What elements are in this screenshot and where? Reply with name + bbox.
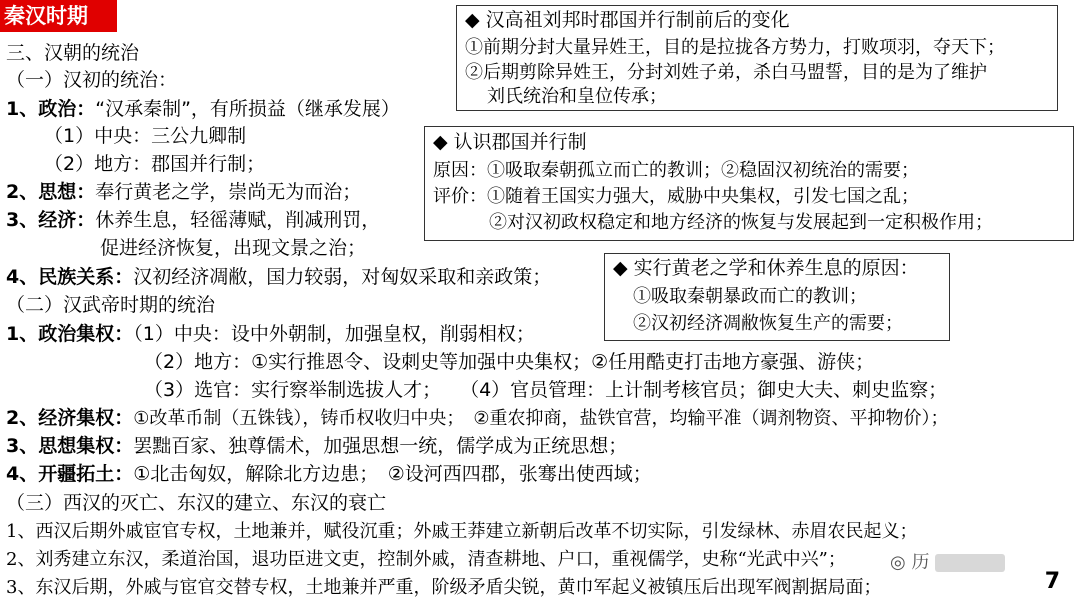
ethnic-relations-item [6,265,551,289]
territory-expansion-item [6,462,652,486]
item-text: ①改革币制（五铢钱），铸币权收归中央； ②重农抑商，盐铁官营，均输平准（调剂物资、平抑物价）； [133,408,949,429]
item-text: 休养生息，轻徭薄赋，削减刑罚， [95,209,381,231]
eastern-han-founding-item: 2、刘秀建立东汉，柔道治国，退功臣进文吏，控制外戚，清查耕地、户口，重视儒学，史称“光武中兴”； [6,549,846,570]
box-line: 评价：①随着王国实力强大，威胁中央集权，引发七国之乱； [433,186,919,207]
section-heading: 三、汉朝的统治 [6,42,140,64]
political-centralization-item [6,322,535,346]
box-heading: ◆ 汉高祖刘邦时郡国并行制前后的变化 [465,9,790,31]
item-text: 汉初经济凋敝，国力较弱，对匈奴采取和亲政策； [133,266,552,288]
item-label: 2、思想： [6,181,96,203]
politics-item [6,97,400,121]
page-number: 7 [1044,569,1060,594]
item-label: 3、思想集权： [6,435,134,457]
economic-centralization-item [6,406,949,431]
item-label: 1、政治： [6,98,96,120]
ideological-centralization-item [6,434,627,458]
box-line: ①吸取秦朝暴政而亡的教训； [633,286,867,307]
subsection-heading: （三）西汉的灭亡、东汉的建立、东汉的衰亡 [6,492,387,514]
item-text: ①北击匈奴，解除北方边患； ②设河西四郡，张骞出使西域； [133,463,652,485]
item-label: 1、政治集权： [6,323,134,345]
western-han-decline-item: 1、西汉后期外戚宦官专权，土地兼并，赋役沉重；外戚王莽建立新朝后改革不切实际，引发绿林、赤眉农民起义； [6,521,918,542]
item-label: 3、经济： [6,209,96,231]
local-control-item: （2）地方：①实行推恩令、设刺史等加强中央集权；②任用酷吏打击地方豪强、游侠； [144,351,875,373]
box-line: 刘氏统治和皇位传承； [487,86,667,107]
official-selection-item: （3）选官：实行察举制选拔人才； （4）官员管理：上计制考核官员；御史大夫、刺史监察； [144,379,948,401]
item-label: 4、开疆拓土： [6,463,134,485]
box-line: ②汉初经济凋敝恢复生产的需要； [633,313,903,334]
item-text: 罢黜百家、独尊儒术，加强思想一统，儒学成为正统思想； [133,435,628,457]
eastern-han-decline-item: 3、东汉后期，外戚与宦官交替专权，土地兼并严重，阶级矛盾尖锐，黄巾军起义被镇压后出现军阀割据局面； [6,577,882,598]
item-text: （1）中央：设中外朝制，加强皇权，削弱相权； [133,323,535,345]
blurred-watermark [935,554,1005,572]
item-text: “汉承秦制”，有所损益（继承发展） [95,98,400,120]
watermark [890,548,1005,574]
economy-item [6,208,380,232]
subsection-heading: （二）汉武帝时期的统治 [6,294,216,316]
economy-continued: 促进经济恢复，出现文景之治； [100,237,367,259]
local-item: （2）地方：郡国并行制； [44,153,266,175]
central-item: （1）中央：三公九卿制 [44,125,247,147]
page-title: 秦汉时期 [0,0,117,32]
item-text: 奉行黄老之学，崇尚无为而治； [95,181,362,203]
note-box-commandery-system [424,126,1074,241]
wechat-icon: ◎ [890,552,906,573]
box-line: 原因：①吸取秦朝孤立而亡的教训；②稳固汉初统治的需要； [433,160,919,181]
box-line: ②后期剪除异姓王，分封刘姓子弟，杀白马盟誓，目的是为了维护 [465,62,987,83]
box-heading: ◆ 实行黄老之学和休养生息的原因： [613,257,919,279]
box-line: ①前期分封大量异姓王，目的是拉拢各方势力，打败项羽，夺天下； [465,37,1005,58]
watermark-text: 历 [911,552,930,573]
box-line: ②对汉初政权稳定和地方经济的恢复与发展起到一定积极作用； [489,212,993,233]
note-box-huanglao-reasons [604,253,950,341]
thought-item [6,180,361,204]
subsection-heading: （一）汉初的统治： [6,69,178,91]
note-box-fiefdom-changes [456,5,1058,111]
item-label: 4、民族关系： [6,266,134,288]
item-label: 2、经济集权： [6,407,134,429]
box-heading: ◆ 认识郡国并行制 [433,131,587,153]
